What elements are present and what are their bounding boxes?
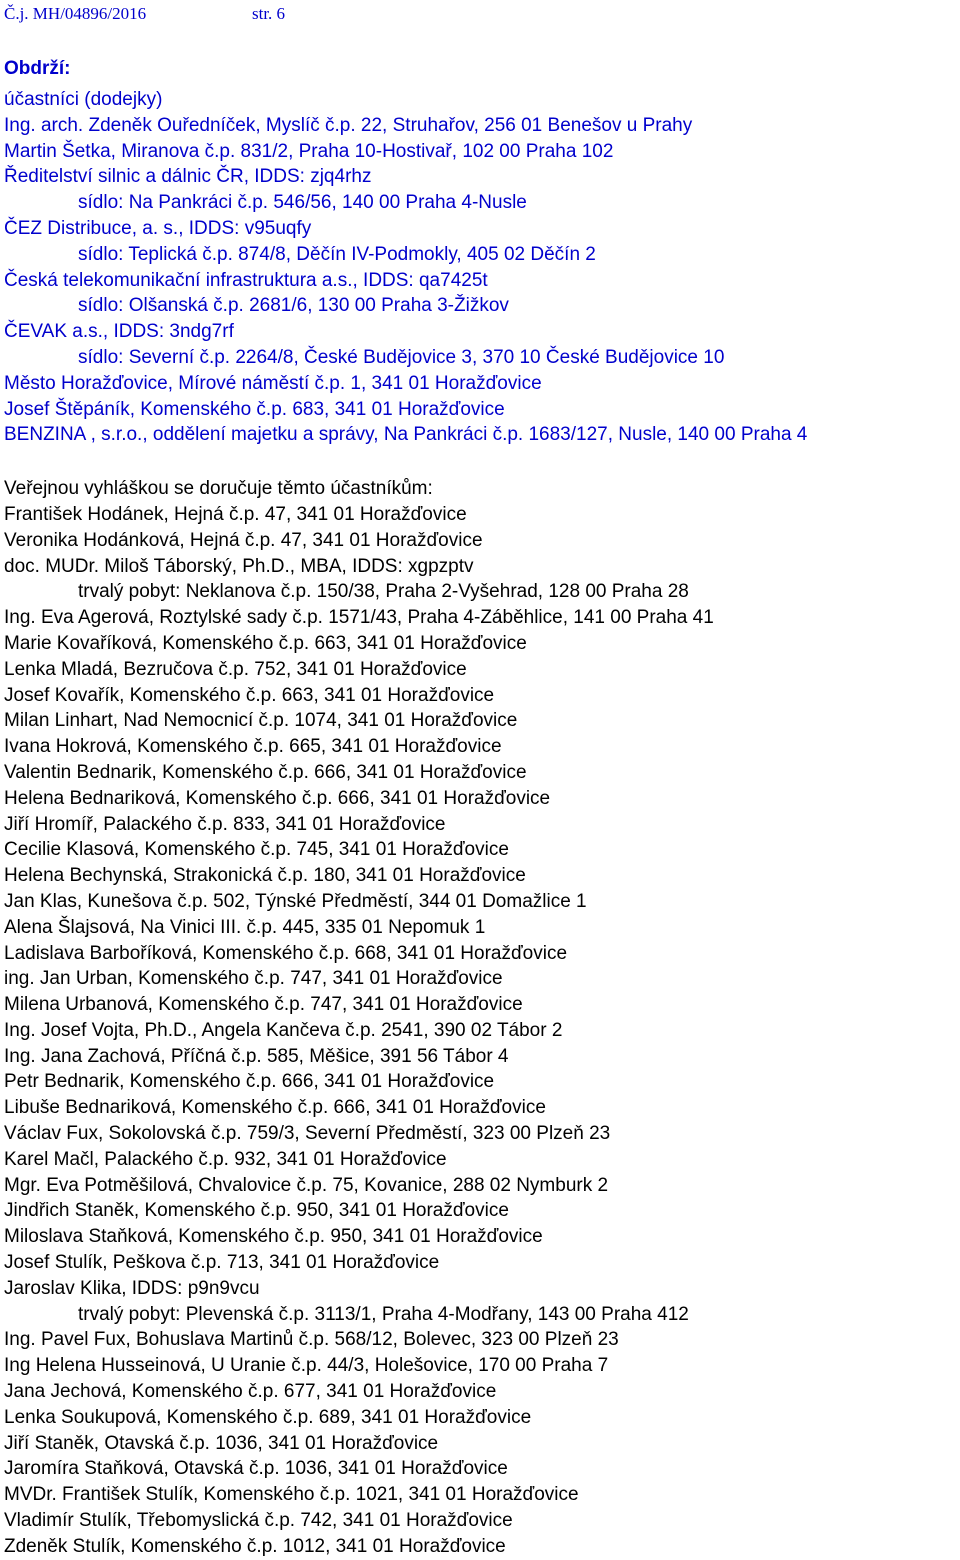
recipient-line: Město Horažďovice, Mírové náměstí č.p. 1, 341 01 Horažďovice	[4, 372, 542, 394]
recipient-line: Ing. arch. Zdeněk Ouředníček, Myslíč č.p. 22, Struhařov, 256 01 Benešov u Prahy	[4, 114, 693, 136]
recipient-line: Alena Šlajsová, Na Vinici III. č.p. 445, 335 01 Nepomuk 1	[4, 916, 486, 938]
recipient-line: Cecilie Klasová, Komenského č.p. 745, 341 01 Horažďovice	[4, 839, 509, 861]
recipient-line: Ing. Eva Agerová, Roztylské sady č.p. 1571/43, Praha 4-Záběhlice, 141 00 Praha 41	[4, 607, 714, 629]
recipient-line: Jindřich Staněk, Komenského č.p. 950, 341 01 Horažďovice	[4, 1200, 509, 1222]
recipient-address-line: sídlo: Na Pankráci č.p. 546/56, 140 00 Praha 4-Nusle	[78, 192, 527, 214]
recipient-line: Lenka Soukupová, Komenského č.p. 689, 341 01 Horažďovice	[4, 1406, 532, 1428]
recipient-line: Milena Urbanová, Komenského č.p. 747, 341 01 Horažďovice	[4, 994, 523, 1016]
recipient-line: František Hodánek, Hejná č.p. 47, 341 01 Horažďovice	[4, 503, 467, 525]
recipient-line: Veřejnou vyhláškou se doručuje těmto účastníkům:	[4, 478, 433, 500]
recipient-line: Valentin Bednarik, Komenského č.p. 666, 341 01 Horažďovice	[4, 761, 527, 783]
page-header	[4, 0, 954, 30]
recipient-line: Ing. Pavel Fux, Bohuslava Martinů č.p. 568/12, Bolevec, 323 00 Plzeň 23	[4, 1329, 619, 1351]
direct-recipients-section	[4, 87, 956, 448]
public-notice-section	[4, 476, 956, 1559]
recipient-line: Marie Kovaříková, Komenského č.p. 663, 341 01 Horažďovice	[4, 632, 527, 654]
recipient-address-line: trvalý pobyt: Plevenská č.p. 3113/1, Praha 4-Modřany, 143 00 Praha 412	[78, 1303, 689, 1325]
recipient-line: Martin Šetka, Miranova č.p. 831/2, Praha 10-Hostivař, 102 00 Praha 102	[4, 140, 614, 162]
document-reference: Č.j. MH/04896/2016	[4, 4, 147, 23]
recipient-address-line: sídlo: Teplická č.p. 874/8, Děčín IV-Podmokly, 405 02 Děčín 2	[78, 243, 596, 265]
recipient-line: Jana Jechová, Komenského č.p. 677, 341 01 Horažďovice	[4, 1381, 497, 1403]
recipient-line: Jiří Hromíř, Palackého č.p. 833, 341 01 Horažďovice	[4, 813, 446, 835]
recipient-line: Jan Klas, Kunešova č.p. 502, Týnské Předměstí, 344 01 Domažlice 1	[4, 890, 587, 912]
recipient-line: Helena Bechynská, Strakonická č.p. 180, 341 01 Horažďovice	[4, 865, 526, 887]
recipients-heading: Obdrží:	[4, 58, 71, 79]
recipient-line: Ivana Hokrová, Komenského č.p. 665, 341 01 Horažďovice	[4, 736, 502, 758]
recipient-line: Libuše Bednariková, Komenského č.p. 666, 341 01 Horažďovice	[4, 1097, 546, 1119]
recipient-line: Josef Kovařík, Komenského č.p. 663, 341 01 Horažďovice	[4, 684, 495, 706]
recipient-line: ČEVAK a.s., IDDS: 3ndg7rf	[4, 321, 234, 343]
recipients-list	[4, 87, 956, 1560]
recipient-line: BENZINA , s.r.o., oddělení majetku a správy, Na Pankráci č.p. 1683/127, Nusle, 140 00 Praha 4	[4, 424, 808, 446]
recipient-line: Jaromíra Staňková, Otavská č.p. 1036, 341 01 Horažďovice	[4, 1458, 508, 1480]
recipient-line: Petr Bednarik, Komenského č.p. 666, 341 01 Horažďovice	[4, 1071, 495, 1093]
recipient-address-line: sídlo: Olšanská č.p. 2681/6, 130 00 Praha 3-Žižkov	[78, 295, 509, 317]
recipient-line: ČEZ Distribuce, a. s., IDDS: v95uqfy	[4, 217, 312, 239]
recipient-line: Zdeněk Stulík, Komenského č.p. 1012, 341 01 Horažďovice	[4, 1535, 506, 1557]
recipient-line: Helena Bednariková, Komenského č.p. 666, 341 01 Horažďovice	[4, 787, 551, 809]
page-number: str. 6	[252, 4, 286, 23]
recipient-line: Miloslava Staňková, Komenského č.p. 950, 341 01 Horažďovice	[4, 1226, 543, 1248]
recipient-line: účastníci (dodejky)	[4, 89, 163, 110]
recipient-line: Ing Helena Husseinová, U Uranie č.p. 44/3, Holešovice, 170 00 Praha 7	[4, 1355, 609, 1377]
recipient-line: Václav Fux, Sokolovská č.p. 759/3, Severní Předměstí, 323 00 Plzeň 23	[4, 1123, 611, 1145]
recipient-line: Milan Linhart, Nad Nemocnicí č.p. 1074, 341 01 Horažďovice	[4, 710, 518, 732]
recipient-line: Česká telekomunikační infrastruktura a.s., IDDS: qa7425t	[4, 269, 488, 291]
recipient-line: Jaroslav Klika, IDDS: p9n9vcu	[4, 1277, 260, 1299]
recipient-line: Ing. Josef Vojta, Ph.D., Angela Kančeva č.p. 2541, 390 02 Tábor 2	[4, 1019, 563, 1041]
recipient-line: Ing. Jana Zachová, Příčná č.p. 585, Měšice, 391 56 Tábor 4	[4, 1045, 509, 1067]
recipient-line: Josef Stulík, Peškova č.p. 713, 341 01 Horažďovice	[4, 1252, 440, 1274]
recipient-line: ing. Jan Urban, Komenského č.p. 747, 341 01 Horažďovice	[4, 968, 503, 990]
recipient-line: Vladimír Stulík, Třebomyslická č.p. 742, 341 01 Horažďovice	[4, 1510, 513, 1532]
recipient-line: Jiří Staněk, Otavská č.p. 1036, 341 01 Horažďovice	[4, 1432, 439, 1454]
section-gap	[4, 448, 956, 476]
recipient-line: doc. MUDr. Miloš Táborský, Ph.D., MBA, IDDS: xgpzptv	[4, 555, 474, 577]
recipient-line: Veronika Hodánková, Hejná č.p. 47, 341 01 Horažďovice	[4, 529, 483, 551]
recipient-line: MVDr. František Stulík, Komenského č.p. 1021, 341 01 Horažďovice	[4, 1484, 579, 1506]
recipient-line: Ředitelství silnic a dálnic ČR, IDDS: zjq4rhz	[4, 166, 372, 188]
recipient-address-line: sídlo: Severní č.p. 2264/8, České Budějovice 3, 370 10 České Budějovice 10	[78, 346, 725, 368]
recipient-line: Karel Mačl, Palackého č.p. 932, 341 01 Horažďovice	[4, 1148, 447, 1170]
recipient-line: Ladislava Barboříková, Komenského č.p. 668, 341 01 Horažďovice	[4, 942, 568, 964]
recipient-line: Lenka Mladá, Bezručova č.p. 752, 341 01 Horažďovice	[4, 658, 467, 680]
recipient-line: Mgr. Eva Potměšilová, Chvalovice č.p. 75, Kovanice, 288 02 Nymburk 2	[4, 1174, 609, 1196]
recipient-address-line: trvalý pobyt: Neklanova č.p. 150/38, Praha 2-Vyšehrad, 128 00 Praha 28	[78, 581, 689, 603]
recipient-line: Josef Štěpáník, Komenského č.p. 683, 341 01 Horažďovice	[4, 398, 505, 420]
